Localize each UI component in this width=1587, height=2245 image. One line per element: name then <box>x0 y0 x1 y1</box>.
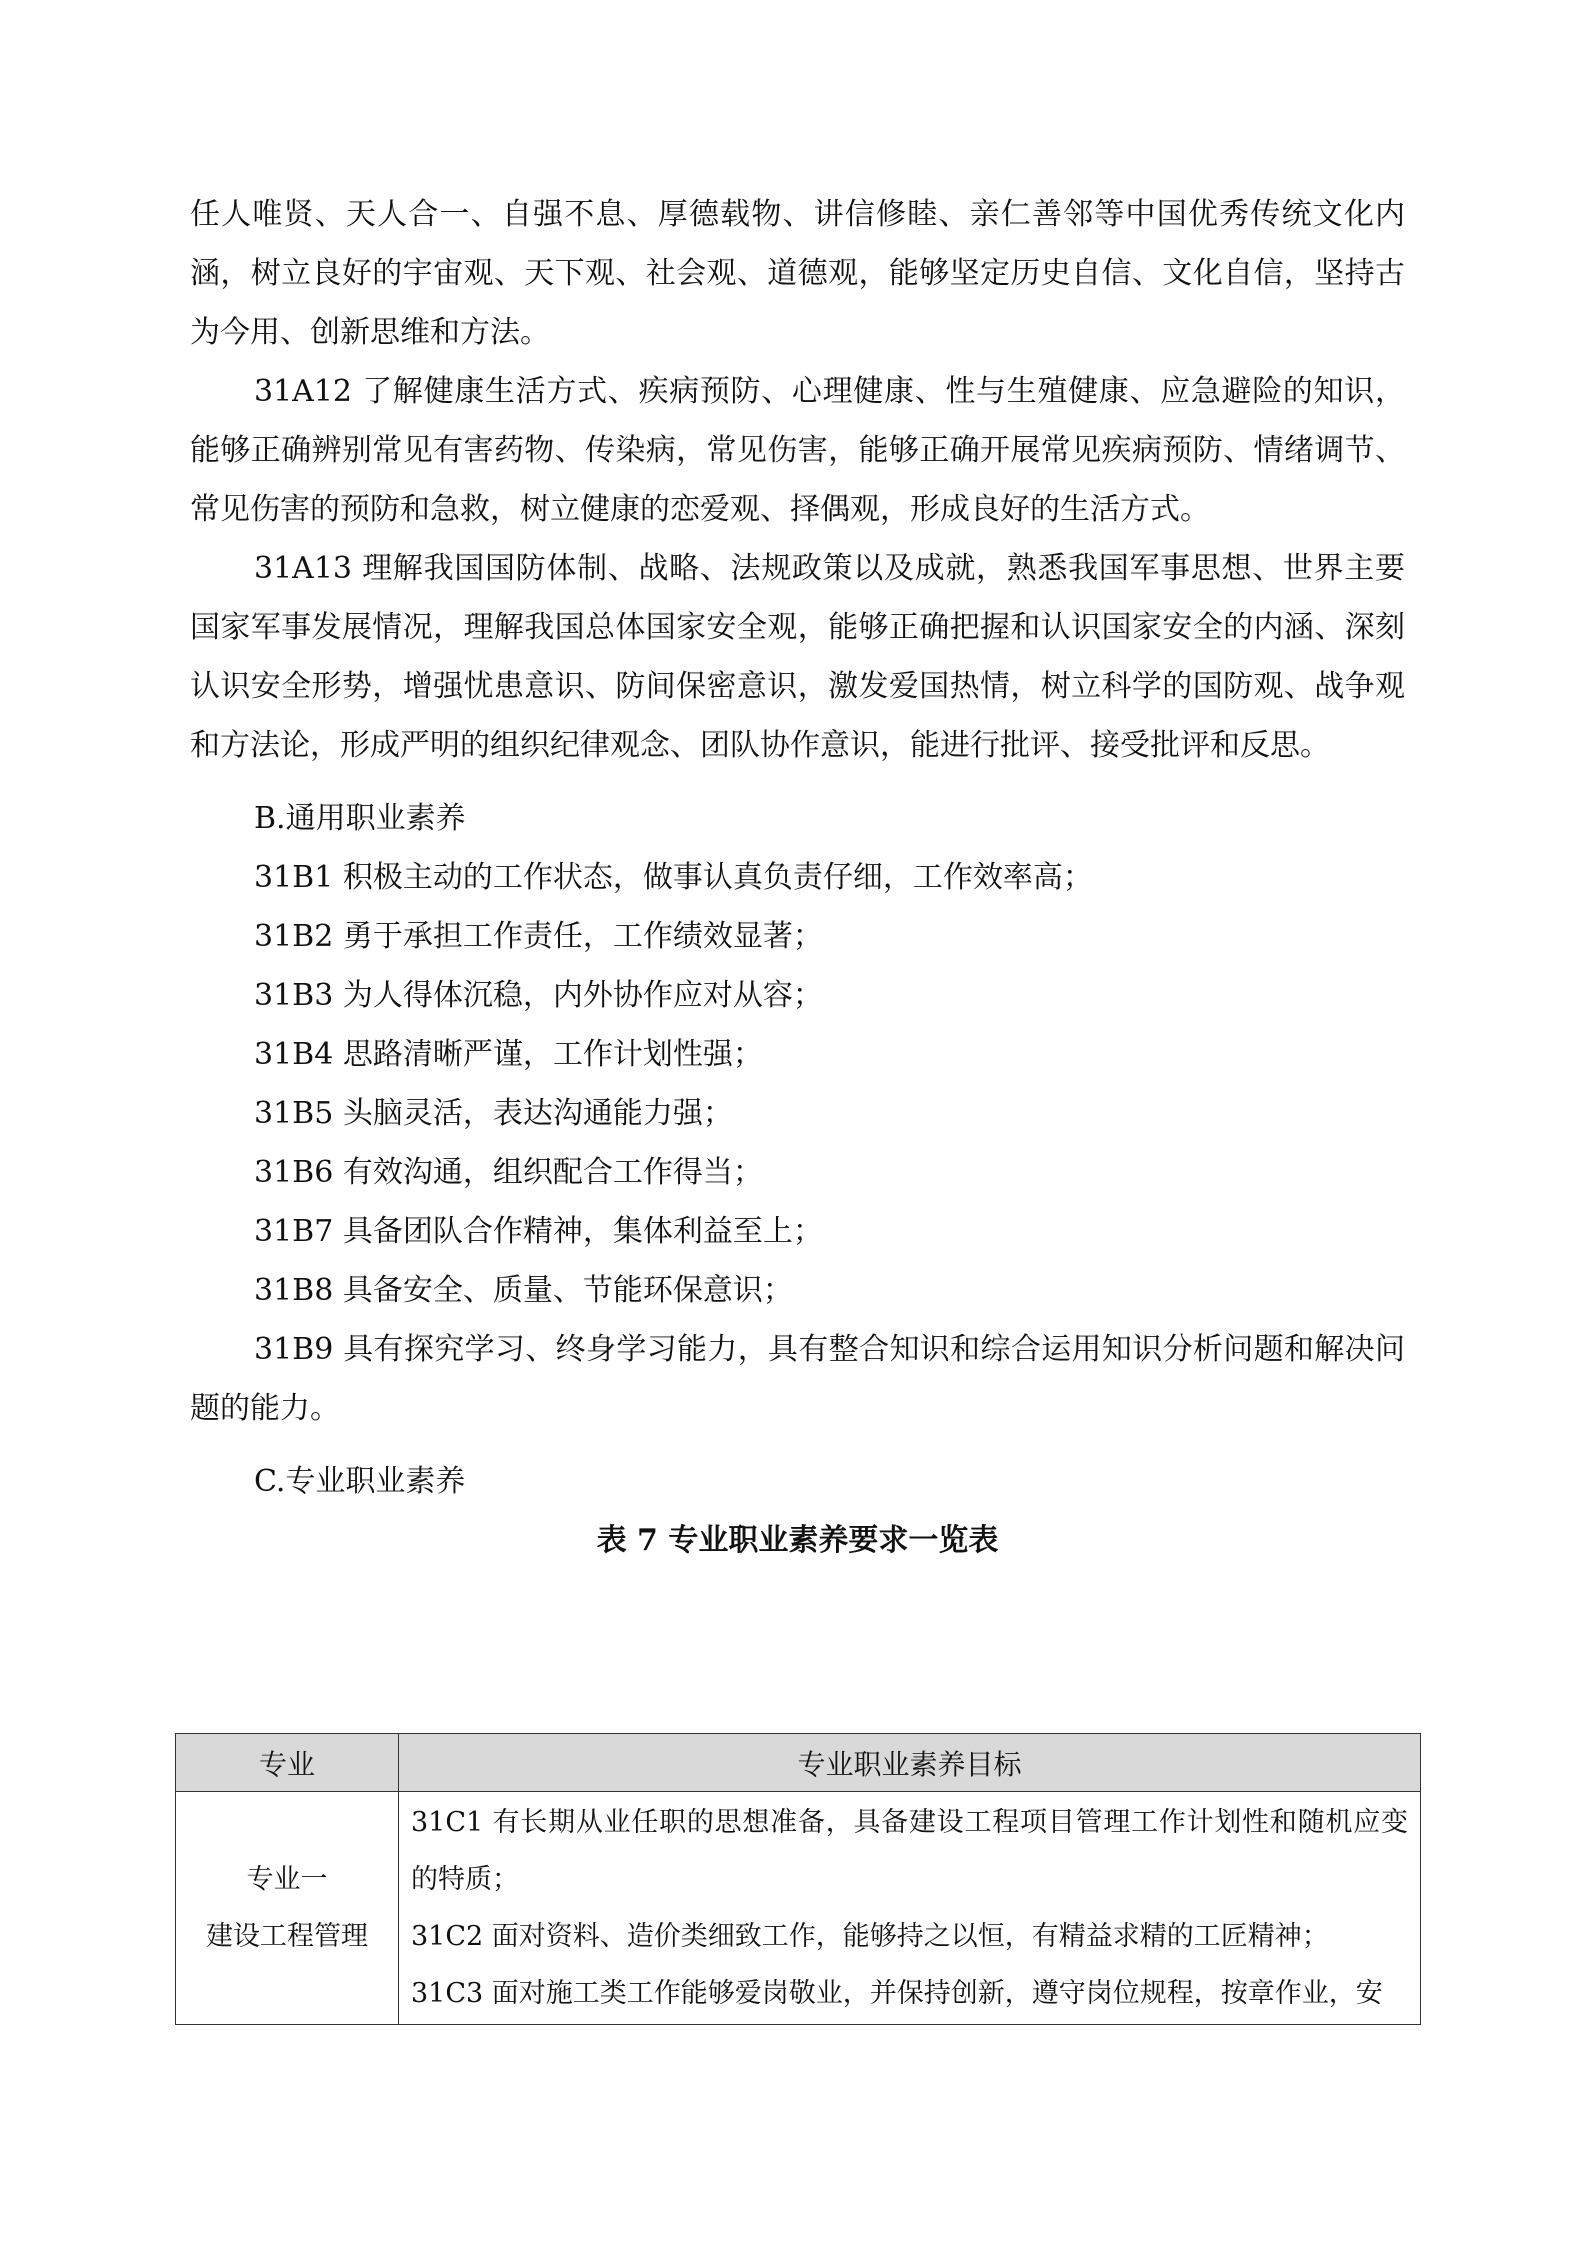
list-item: 31B7 具备团队合作精神，集体利益至上； <box>254 1214 823 1249</box>
requirements-table <box>175 1733 1421 2025</box>
list-item: 31B8 具备安全、质量、节能环保意识； <box>254 1273 793 1308</box>
table-caption: 表 7 专业职业素养要求一览表 <box>596 1523 999 1558</box>
paragraph-31a13: 31A13 理解我国国防体制、战略、法规政策以及成就，熟悉我国军事思想、世界主要国家军事发展情况，理解我国总体国家安全观，能够正确把握和认识国家安全的内涵、深刻认识安全形势，增强忧患意识、防间保密意识，激发爱国热情，树立科学的国防观、战争观和方法论，形成严明的组织纪律观念、团队协作意识，能进行批评、接受批评和反思。 <box>190 551 1405 763</box>
goal-item: 31C1 有长期从业任职的思想准备，具备建设工程项目管理工作计划性和随机应变的特质； <box>411 1807 1408 1895</box>
paragraph-31a12: 31A12 了解健康生活方式、疾病预防、心理健康、性与生殖健康、应急避险的知识，能够正确辨别常见有害药物、传染病，常见伤害，能够正确开展常见疾病预防、情绪调节、常见伤害的预防和急救，树立健康的恋爱观、择偶观，形成良好的生活方式。 <box>190 374 1405 527</box>
header-major: 专业 <box>176 1734 399 1792</box>
paragraph-continuation: 任人唯贤、天人合一、自强不息、厚德载物、讲信修睦、亲仁善邻等中国优秀传统文化内涵，树立良好的宇宙观、天下观、社会观、道德观，能够坚定历史自信、文化自信，坚持古为今用、创新思维和方法。 <box>190 197 1405 350</box>
list-item: 31B2 勇于承担工作责任，工作绩效显著； <box>254 919 823 954</box>
list-item: 31B3 为人得体沉稳，内外协作应对从容； <box>254 978 823 1013</box>
goal-item: 31C3 面对施工类工作能够爱岗敬业，并保持创新，遵守岗位规程，按章作业，安 <box>411 1978 1383 2009</box>
section-c-heading: C.专业职业素养 <box>254 1464 466 1499</box>
goal-cell <box>399 1792 1421 2025</box>
major-number: 专业一 <box>246 1864 328 1895</box>
list-item: 31B4 思路清晰严谨，工作计划性强； <box>254 1037 763 1072</box>
goal-item: 31C2 面对资料、造价类细致工作，能够持之以恒，有精益求精的工匠精神； <box>411 1921 1329 1952</box>
major-name: 建设工程管理 <box>206 1921 368 1952</box>
table-row <box>176 1792 1421 2025</box>
header-goal: 专业职业素养目标 <box>399 1734 1421 1792</box>
major-cell <box>176 1792 399 2025</box>
page-body <box>190 185 1405 1569</box>
list-item: 31B1 积极主动的工作状态，做事认真负责仔细，工作效率高； <box>254 860 1093 895</box>
section-b-heading: B.通用职业素养 <box>254 801 466 836</box>
list-item: 31B5 头脑灵活，表达沟通能力强； <box>254 1096 733 1131</box>
list-item: 31B6 有效沟通，组织配合工作得当； <box>254 1155 763 1190</box>
list-item: 31B9 具有探究学习、终身学习能力，具有整合知识和综合运用知识分析问题和解决问题的能力。 <box>190 1332 1405 1426</box>
table-header-row <box>176 1734 1421 1792</box>
